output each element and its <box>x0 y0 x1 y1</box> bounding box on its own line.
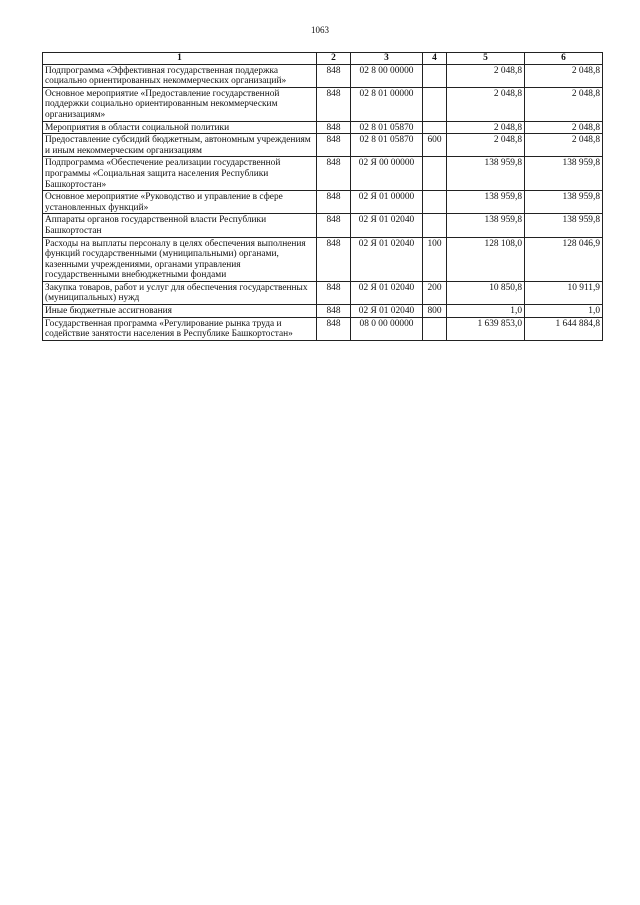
row-csr-cell: 02 Я 01 02040 <box>351 305 423 318</box>
row-sum1-cell: 128 108,0 <box>447 237 525 281</box>
row-sum1-cell: 1,0 <box>447 305 525 318</box>
column-header: 4 <box>423 53 447 65</box>
row-name-cell: Основное мероприятие «Предоставление государственной поддержки социально ориентированным некоммерческим организациям» <box>43 87 317 121</box>
row-vr-cell <box>423 191 447 214</box>
row-name-cell: Предоставление субсидий бюджетным, автономным учреждениям и иным некоммерческим организациям <box>43 134 317 157</box>
row-ved-cell: 848 <box>317 317 351 340</box>
row-vr-cell: 100 <box>423 237 447 281</box>
row-ved-cell: 848 <box>317 134 351 157</box>
row-vr-cell: 600 <box>423 134 447 157</box>
table-row <box>43 134 603 157</box>
row-ved-cell: 848 <box>317 121 351 134</box>
row-name-cell: Закупка товаров, работ и услуг для обеспечения государственных (муниципальных) нужд <box>43 281 317 304</box>
page-number: 1063 <box>311 25 329 35</box>
row-ved-cell: 848 <box>317 237 351 281</box>
column-header: 3 <box>351 53 423 65</box>
row-vr-cell <box>423 317 447 340</box>
row-sum1-cell: 138 959,8 <box>447 214 525 237</box>
column-header: 5 <box>447 53 525 65</box>
row-vr-cell: 200 <box>423 281 447 304</box>
row-name-cell: Государственная программа «Регулирование рынка труда и содействие занятости населения в Республике Башкортостан» <box>43 317 317 340</box>
table-row <box>43 121 603 134</box>
row-csr-cell: 02 Я 01 00000 <box>351 191 423 214</box>
row-sum1-cell: 1 639 853,0 <box>447 317 525 340</box>
row-sum2-cell: 2 048,8 <box>525 121 603 134</box>
column-header: 6 <box>525 53 603 65</box>
row-sum1-cell: 138 959,8 <box>447 157 525 191</box>
row-sum2-cell: 138 959,8 <box>525 214 603 237</box>
row-ved-cell: 848 <box>317 214 351 237</box>
row-name-cell: Аппараты органов государственной власти Республики Башкортостан <box>43 214 317 237</box>
row-sum1-cell: 2 048,8 <box>447 121 525 134</box>
column-header: 2 <box>317 53 351 65</box>
table-row <box>43 191 603 214</box>
row-sum1-cell: 138 959,8 <box>447 191 525 214</box>
row-name-cell: Основное мероприятие «Руководство и управление в сфере установленных функций» <box>43 191 317 214</box>
row-sum1-cell: 2 048,8 <box>447 64 525 87</box>
row-vr-cell: 800 <box>423 305 447 318</box>
row-name-cell: Мероприятия в области социальной политики <box>43 121 317 134</box>
table-row <box>43 214 603 237</box>
table-header-row <box>43 53 603 65</box>
row-name-cell: Расходы на выплаты персоналу в целях обеспечения выполнения функций государственными (муниципальными) органами, казенными учреждениями, органами управления государственными внебюджетными фондами <box>43 237 317 281</box>
row-sum1-cell: 10 850,8 <box>447 281 525 304</box>
row-ved-cell: 848 <box>317 305 351 318</box>
row-ved-cell: 848 <box>317 191 351 214</box>
table-row <box>43 317 603 340</box>
row-sum2-cell: 138 959,8 <box>525 191 603 214</box>
row-csr-cell: 02 8 01 05870 <box>351 134 423 157</box>
row-csr-cell: 02 Я 01 02040 <box>351 237 423 281</box>
row-vr-cell <box>423 121 447 134</box>
row-ved-cell: 848 <box>317 157 351 191</box>
row-name-cell: Иные бюджетные ассигнования <box>43 305 317 318</box>
row-csr-cell: 02 Я 01 02040 <box>351 214 423 237</box>
row-sum2-cell: 2 048,8 <box>525 87 603 121</box>
table-row <box>43 157 603 191</box>
table-row <box>43 305 603 318</box>
table-row <box>43 237 603 281</box>
row-csr-cell: 02 Я 00 00000 <box>351 157 423 191</box>
row-vr-cell <box>423 64 447 87</box>
row-vr-cell <box>423 214 447 237</box>
row-csr-cell: 02 Я 01 02040 <box>351 281 423 304</box>
row-name-cell: Подпрограмма «Эффективная государственная поддержка социально ориентированных некоммерческих организаций» <box>43 64 317 87</box>
row-csr-cell: 02 8 00 00000 <box>351 64 423 87</box>
table-row <box>43 281 603 304</box>
row-csr-cell: 02 8 01 00000 <box>351 87 423 121</box>
row-sum2-cell: 2 048,8 <box>525 134 603 157</box>
row-sum1-cell: 2 048,8 <box>447 134 525 157</box>
row-sum2-cell: 138 959,8 <box>525 157 603 191</box>
row-sum1-cell: 2 048,8 <box>447 87 525 121</box>
row-vr-cell <box>423 87 447 121</box>
row-vr-cell <box>423 157 447 191</box>
row-sum2-cell: 1 644 884,8 <box>525 317 603 340</box>
row-ved-cell: 848 <box>317 281 351 304</box>
row-sum2-cell: 1,0 <box>525 305 603 318</box>
row-csr-cell: 02 8 01 05870 <box>351 121 423 134</box>
table-row <box>43 87 603 121</box>
row-name-cell: Подпрограмма «Обеспечение реализации государственной программы «Социальная защита населения Республики Башкортостан» <box>43 157 317 191</box>
row-sum2-cell: 10 911,9 <box>525 281 603 304</box>
row-sum2-cell: 128 046,9 <box>525 237 603 281</box>
table-row <box>43 64 603 87</box>
budget-table <box>42 52 603 341</box>
row-csr-cell: 08 0 00 00000 <box>351 317 423 340</box>
column-header: 1 <box>43 53 317 65</box>
row-sum2-cell: 2 048,8 <box>525 64 603 87</box>
row-ved-cell: 848 <box>317 87 351 121</box>
row-ved-cell: 848 <box>317 64 351 87</box>
